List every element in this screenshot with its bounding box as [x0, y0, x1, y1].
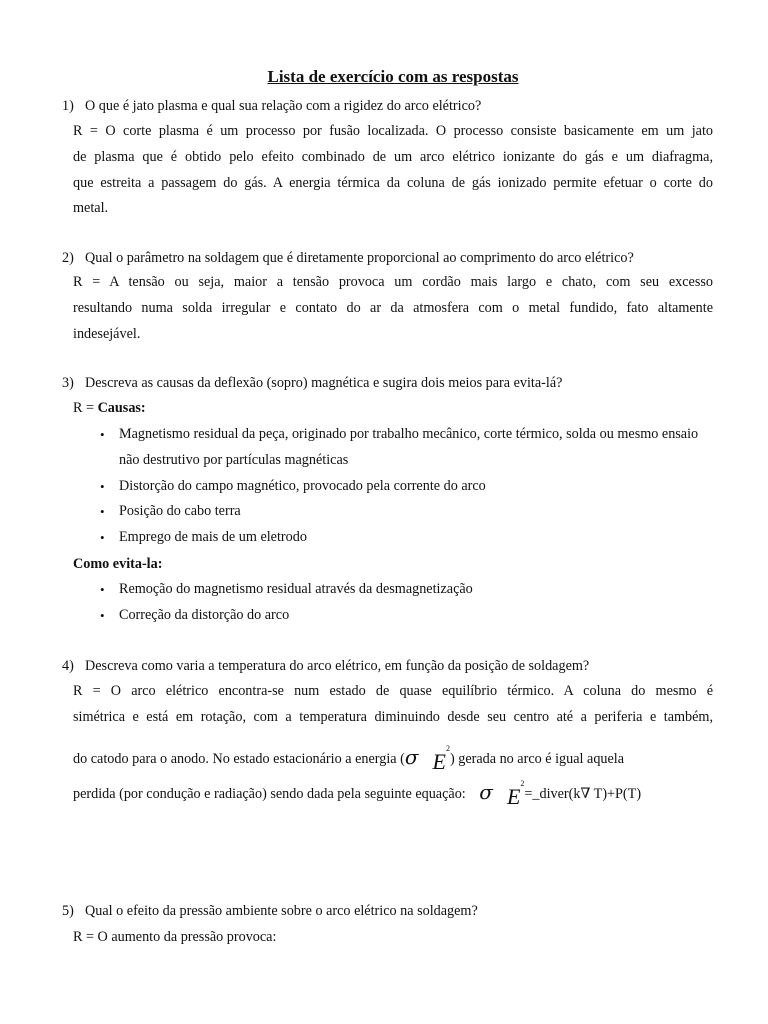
list-item: • Posição do cabo terra: [100, 499, 720, 525]
question-3: [62, 375, 562, 392]
answer-4-energy-line: do catodo para o anodo. No estado estacionário a energia (σ $E^2$) gerada no arco é igual aquela: [73, 744, 625, 774]
answer-prefix: R =: [73, 400, 98, 416]
avoid-list: [100, 577, 720, 629]
list-item: • Distorção do campo magnético, provocado pela corrente do arco: [100, 474, 720, 500]
avoid-heading: Como evita-la:: [73, 556, 163, 572]
question-text: Qual o parâmetro na soldagem que é diretamente proporcional ao comprimento do arco elétrico?: [85, 250, 634, 266]
question-number: 3): [62, 375, 74, 391]
question-text: Descreva as causas da deflexão (sopro) magnética e sugira dois meios para evita-lá?: [85, 375, 563, 391]
question-number: 5): [62, 903, 74, 919]
page-title: Lista de exercício com as respostas: [267, 67, 519, 86]
answer-line: indesejável.: [73, 325, 141, 342]
exponent: 2: [520, 779, 525, 788]
answer-2: [73, 270, 713, 347]
answer-line: R = A tensão ou seja, maior a tensão provoca um cordão mais largo e chato, com seu excesso: [73, 274, 713, 290]
question-1: [62, 98, 481, 115]
answer-4: [73, 679, 713, 731]
exponent: 2: [445, 744, 450, 753]
answer-line: resultando numa solda irregular e contato do ar da atmosfera com o metal fundido, fato altamente: [73, 299, 713, 316]
sigma-symbol: σ: [404, 745, 419, 769]
e-symbol: E: [432, 749, 446, 774]
question-text: O que é jato plasma e qual sua relação com a rigidez do arco elétrico?: [85, 98, 482, 114]
answer-line: R = O arco elétrico encontra-se num estado de quase equilíbrio térmico. A coluna do mesmo é: [73, 683, 713, 699]
question-text: Descreva como varia a temperatura do arco elétrico, em função da posição de soldagem?: [85, 658, 590, 674]
question-text: Qual o efeito da pressão ambiente sobre o arco elétrico na soldagem?: [85, 903, 478, 919]
list-item: • Remoção do magnetismo residual através da desmagnetização: [100, 577, 720, 603]
causes-heading: [73, 400, 146, 417]
causes-list: [100, 422, 720, 551]
answer-line: que estreita a passagem do gás. A energia térmica da coluna de gás ionizado permite efetuar o corte do: [73, 174, 713, 191]
e-symbol: E: [506, 784, 521, 809]
causes-label: Causas:: [97, 400, 146, 416]
equation-rhs: =_diver(k∇ T)+P(T): [524, 786, 642, 802]
answer-4-equation-line: perdida (por condução e radiação) sendo dada pela seguinte equação: σ $E^2=\_diver(k\nabla$ T)+P(T): [73, 779, 642, 809]
sigma-symbol: σ: [479, 780, 493, 804]
question-5: [62, 903, 478, 920]
answer-line: simétrica e está em rotação, com a temperatura diminuindo desde seu centro até a periferia e também,: [73, 708, 713, 725]
answer-line: R = O corte plasma é um processo por fusão localizada. O processo consiste basicamente em um jato: [73, 123, 713, 139]
list-item: • Correção da distorção do arco: [100, 603, 720, 629]
question-number: 2): [62, 250, 74, 266]
question-number: 4): [62, 658, 74, 674]
answer-1: [73, 119, 713, 222]
answer-line: metal.: [73, 200, 109, 217]
answer-5: R = O aumento da pressão provoca:: [73, 929, 277, 945]
list-item: • Magnetismo residual da peça, originado por trabalho mecânico, corte térmico, solda ou mesmo ensaio não destrutivo por partículas magnéticas: [100, 422, 720, 474]
list-item: • Emprego de mais de um eletrodo: [100, 525, 720, 551]
question-2: [62, 250, 634, 267]
question-4: [62, 658, 589, 675]
answer-line: de plasma que é obtido pelo efeito combinado de um arco elétrico ionizante do gás e um diafragma,: [73, 148, 713, 165]
question-number: 1): [62, 98, 74, 114]
